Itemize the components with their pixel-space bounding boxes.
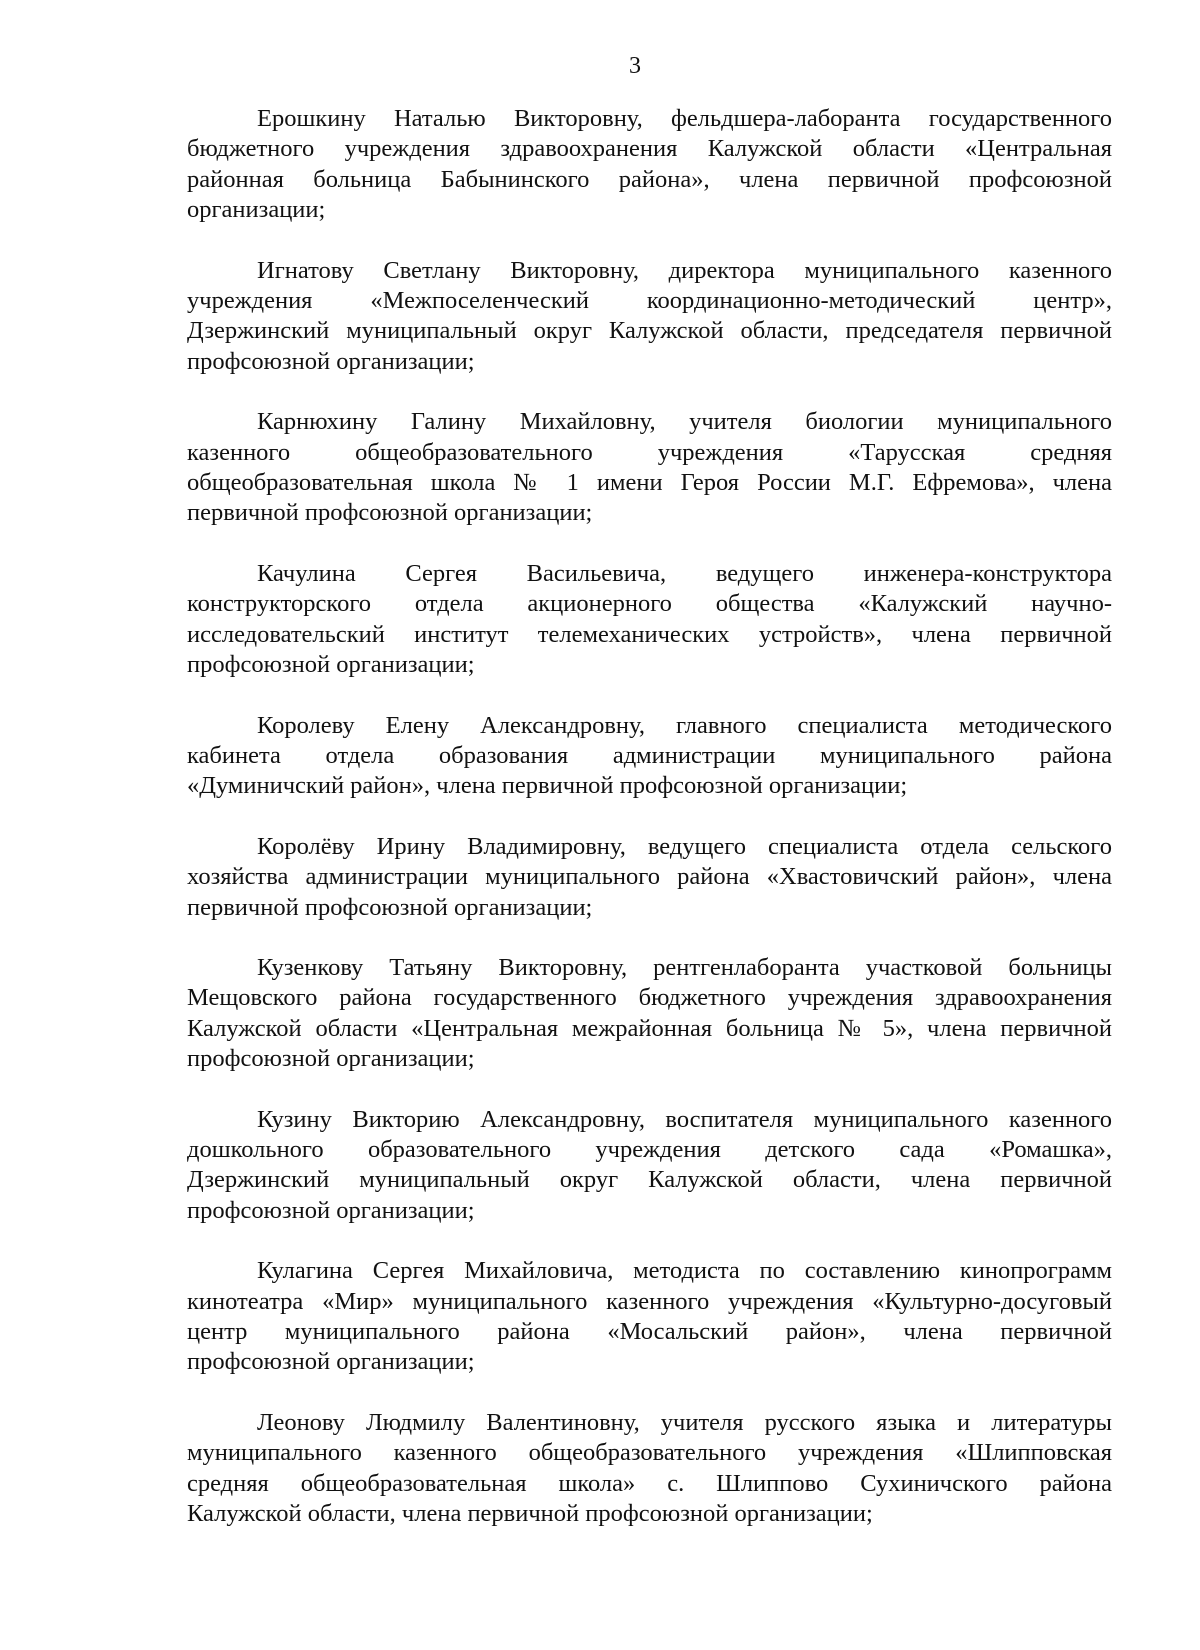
paragraph-line: Дзержинский муниципальный округ Калужской области, члена первичной	[187, 1166, 1112, 1194]
paragraph-line: Кулагина Сергея Михайловича, методиста по составлению кинопрограмм	[257, 1257, 1112, 1285]
paragraph-line: профсоюзной организации;	[187, 1196, 475, 1224]
paragraph-line: Качулина Сергея Васильевича, ведущего инженера-конструктора	[257, 559, 1112, 587]
paragraph-line: профсоюзной организации;	[187, 1348, 475, 1376]
paragraph-line: Ерошкину Наталью Викторовну, фельдшера-лаборанта государственного	[257, 105, 1112, 132]
paragraph-line: Калужской области «Центральная межрайонная больница № 5», члена первичной	[187, 1014, 1112, 1042]
page-number: 3	[629, 53, 641, 79]
paragraph-line: Калужской области, члена первичной профсоюзной организации;	[187, 1500, 873, 1528]
paragraph-line: центр муниципального района «Мосальский район», члена первичной	[187, 1318, 1112, 1345]
paragraph-line: Кузенкову Татьяну Викторовну, рентгенлаборанта участковой больницы	[257, 953, 1112, 981]
document-body	[187, 104, 1112, 1559]
paragraph-line: кинотеатра «Мир» муниципального казенного учреждения «Культурно-досуговый	[187, 1287, 1112, 1315]
paragraph-line: общеобразовательная школа № 1 имени Героя России М.Г. Ефремова», члена	[187, 469, 1112, 497]
paragraph-line: хозяйства администрации муниципального района «Хвастовичский район», члена	[187, 863, 1112, 891]
paragraph-line: конструкторского отдела акционерного общества «Калужский научно-	[187, 590, 1112, 618]
paragraph-line: организации;	[187, 196, 326, 224]
paragraph-line: казенного общеобразовательного учреждения «Тарусская средняя	[187, 438, 1112, 466]
paragraph-line: муниципального казенного общеобразовательного учреждения «Шлипповская	[187, 1439, 1112, 1467]
paragraph-line: бюджетного учреждения здравоохранения Калужской области «Центральная	[187, 135, 1112, 163]
paragraph-line: дошкольного образовательного учреждения детского сада «Ромашка»,	[187, 1135, 1112, 1163]
paragraph-line: первичной профсоюзной организации;	[187, 499, 593, 527]
paragraph-line: исследовательский институт телемеханических устройств», члена первичной	[187, 620, 1112, 648]
paragraph-line: Леонову Людмилу Валентиновну, учителя русского языка и литературы	[257, 1408, 1112, 1436]
paragraph-line: средняя общеобразовательная школа» с. Шлиппово Сухиничского района	[187, 1469, 1112, 1497]
list-item	[187, 1105, 1112, 1227]
paragraph-line: учреждения «Межпоселенческий координационно-методический центр»,	[187, 287, 1112, 315]
paragraph-line: профсоюзной организации;	[187, 347, 475, 375]
list-item	[187, 832, 1112, 923]
list-item	[187, 1256, 1112, 1378]
list-item	[187, 711, 1112, 802]
list-item	[187, 407, 1112, 529]
paragraph-line: районная больница Бабынинского района», члена первичной профсоюзной	[187, 165, 1112, 193]
paragraph-line: кабинета отдела образования администрации муниципального района	[187, 741, 1112, 769]
paragraph-line: профсоюзной организации;	[187, 651, 475, 679]
paragraph-line: Королеву Елену Александровну, главного специалиста методического	[257, 711, 1112, 739]
paragraph-line: Дзержинский муниципальный округ Калужской области, председателя первичной	[187, 317, 1112, 345]
list-item	[187, 559, 1112, 681]
list-item	[187, 953, 1112, 1075]
list-item	[187, 1408, 1112, 1530]
paragraph-line: «Думиничский район», члена первичной профсоюзной организации;	[187, 772, 908, 800]
list-item	[187, 256, 1112, 378]
paragraph-line: Карнюхину Галину Михайловну, учителя биологии муниципального	[257, 408, 1112, 436]
paragraph-line: Мещовского района государственного бюджетного учреждения здравоохранения	[187, 984, 1112, 1012]
paragraph-line: Королёву Ирину Владимировну, ведущего специалиста отдела сельского	[257, 832, 1112, 860]
paragraph-line: Кузину Викторию Александровну, воспитателя муниципального казенного	[257, 1105, 1112, 1133]
paragraph-line: первичной профсоюзной организации;	[187, 893, 593, 921]
list-item	[187, 104, 1112, 226]
paragraph-line: Игнатову Светлану Викторовну, директора муниципального казенного	[257, 256, 1112, 284]
paragraph-line: профсоюзной организации;	[187, 1045, 475, 1073]
